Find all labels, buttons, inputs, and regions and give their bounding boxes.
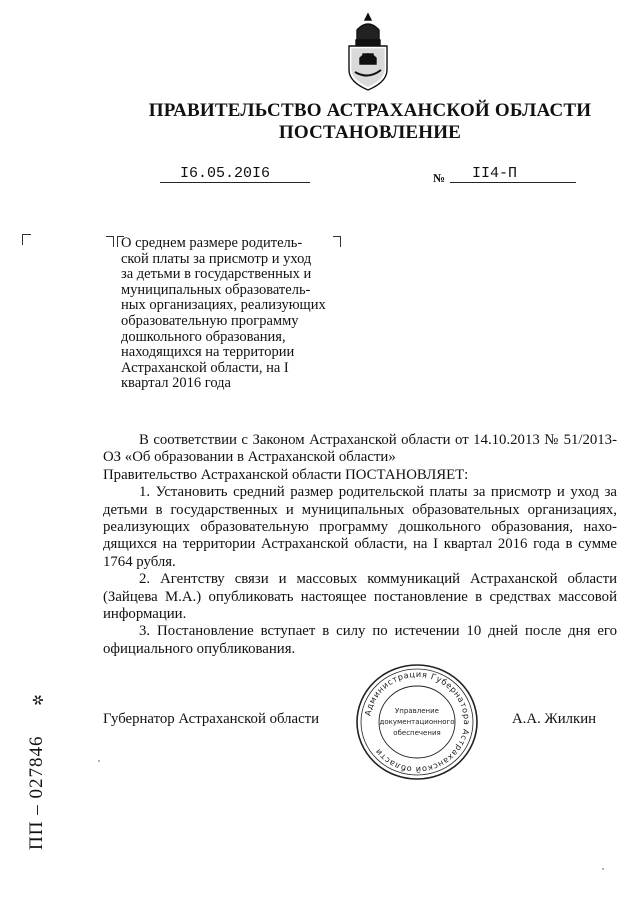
subject-line: муниципальных образователь- <box>121 281 311 298</box>
official-seal <box>354 662 480 782</box>
signatory-name: А.А. Жилкин <box>512 711 597 727</box>
subject-block <box>121 236 337 392</box>
document-date: I6.05.20I6 <box>180 165 271 182</box>
clause-3: 3. Постановление вступает в силу по истечении 10 дней после дня его официального опубликования. <box>103 623 617 657</box>
serial-number: ПП – 027846 <box>26 735 47 850</box>
seal-center-line: Управление <box>395 707 439 715</box>
seal-ring-text: Администрация Губернатора Астраханской области <box>362 668 473 776</box>
subject-corner-mark-left <box>106 236 114 247</box>
resolution-line: Правительство Астраханской области ПОСТАНОВЛЯЕТ: <box>103 466 469 483</box>
serial-stamp <box>23 682 49 852</box>
asterisk-icon: ✲ <box>31 694 47 706</box>
document-number: II4-П <box>472 165 518 182</box>
subject-line: ных организациях, реализующих <box>121 297 326 314</box>
subject-line: О среднем размере родитель- <box>121 235 303 251</box>
margin-corner-mark <box>22 234 31 245</box>
seal-center-line: обеспечения <box>393 729 441 737</box>
subject-line: дошкольного образования, <box>121 328 286 345</box>
subject-line: ской платы за присмотр и уход <box>121 250 312 267</box>
seal-center-line: документационного <box>379 718 455 726</box>
document-body <box>103 432 617 658</box>
subject-line: за детьми в государственных и <box>121 266 312 283</box>
clause-2: 2. Агентству связи и массовых коммуникаций Астраханской области (Зайцева М.А.) опубликовать настоящее постановление в средствах массовой информации. <box>103 571 617 623</box>
number-sign: № <box>433 171 446 185</box>
scan-speck <box>602 868 604 870</box>
subject-line: квартал 2016 года <box>121 375 231 392</box>
doc-type-heading: ПОСТАНОВЛЕНИЕ <box>278 122 462 143</box>
signatory-role: Губернатор Астраханской области <box>103 711 320 727</box>
astrakhan-coat-of-arms-icon <box>343 12 393 92</box>
date-underline <box>160 182 310 183</box>
number-underline <box>450 182 576 183</box>
subject-line: Астраханской области, на I <box>121 359 289 376</box>
scan-speck <box>98 760 100 762</box>
subject-line: образовательную программу <box>121 312 299 329</box>
clause-1: 1. Установить средний размер родительской платы за присмотр и уход за детьми в государственных и муниципальных образовательных организациях, реализующих образовательную программу дошкольного образования, нахо-дящихся на территории Астраханской области, на I квартал 2016 года в сумме 1764 рубля. <box>103 484 617 570</box>
org-name-heading: ПРАВИТЕЛЬСТВО АСТРАХАНСКОЙ ОБЛАСТИ <box>148 100 592 121</box>
preamble-paragraph: В соответствии с Законом Астраханской области от 14.10.2013 № 51/2013-ОЗ «Об образовании в Астраханской области» <box>103 432 617 466</box>
subject-line: находящихся на территории <box>121 344 295 361</box>
